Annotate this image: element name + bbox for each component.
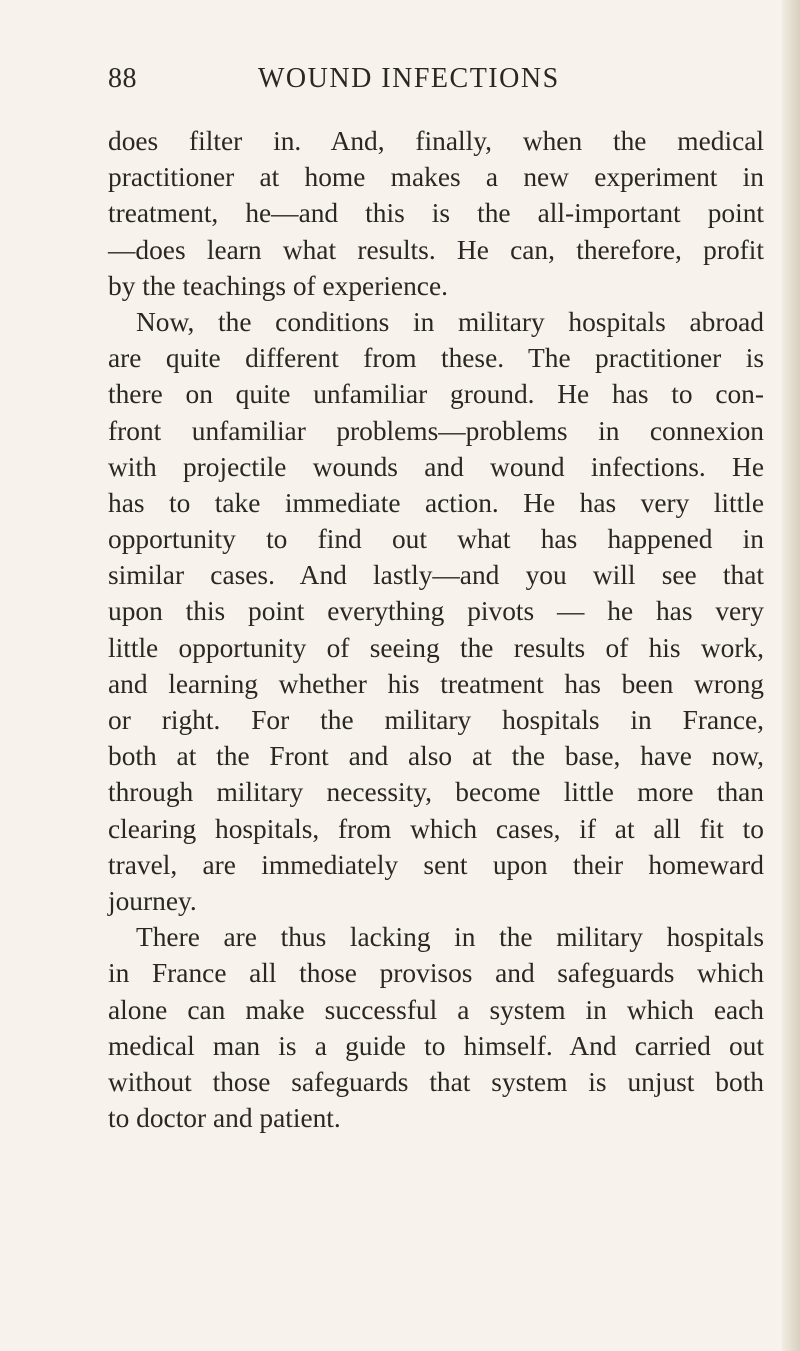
text-line: with projectile wounds and wound infections. He xyxy=(108,451,764,482)
text-line: by the teachings of experience. xyxy=(108,270,448,301)
text-line: to doctor and patient. xyxy=(108,1103,341,1134)
text-line: has to take immediate action. He has very little xyxy=(108,487,764,518)
text-line: in France all those provisos and safeguards which xyxy=(108,958,764,989)
text-line: —does learn what results. He can, therefore, profit xyxy=(108,234,764,265)
text-line: without those safeguards that system is unjust both xyxy=(108,1066,764,1097)
text-line: upon this point everything pivots — he has very xyxy=(108,596,764,627)
text-line: travel, are immediately sent upon their homeward xyxy=(108,849,764,880)
text-line: and learning whether his treatment has been wrong xyxy=(108,668,764,699)
paragraph-3 xyxy=(108,919,764,1136)
text-line: through military necessity, become little more than xyxy=(108,777,764,808)
running-title: WOUND INFECTIONS xyxy=(258,63,560,94)
text-line: are quite different from these. The practitioner is xyxy=(108,343,764,374)
text-line: journey. xyxy=(108,885,197,916)
text-line: little opportunity of seeing the results of his work, xyxy=(108,632,764,663)
text-line: practitioner at home makes a new experiment in xyxy=(108,162,764,193)
text-line: both at the Front and also at the base, have now, xyxy=(108,741,764,772)
text-line: medical man is a guide to himself. And carried out xyxy=(108,1030,764,1061)
text-line: there on quite unfamiliar ground. He has to con- xyxy=(108,379,764,410)
text-line: clearing hospitals, from which cases, if at all fit to xyxy=(108,813,764,844)
text-line: There are thus lacking in the military hospitals xyxy=(136,922,764,953)
running-head xyxy=(108,63,768,103)
text-line: front unfamiliar problems—problems in connexion xyxy=(108,415,764,446)
body-text xyxy=(108,123,764,1136)
text-line: treatment, he—and this is the all-important point xyxy=(108,198,764,229)
page-edge-shadow xyxy=(782,0,800,1351)
text-line: does filter in. And, finally, when the medical xyxy=(108,126,764,156)
page-number: 88 xyxy=(108,63,137,94)
paragraph-1 xyxy=(108,123,764,304)
text-line: Now, the conditions in military hospitals abroad xyxy=(136,306,764,337)
text-line: or right. For the military hospitals in France, xyxy=(108,705,764,735)
text-line: opportunity to find out what has happened in xyxy=(108,524,764,555)
text-line: alone can make successful a system in which each xyxy=(108,994,764,1025)
paragraph-2 xyxy=(108,304,764,919)
text-line: similar cases. And lastly—and you will see that xyxy=(108,560,764,591)
